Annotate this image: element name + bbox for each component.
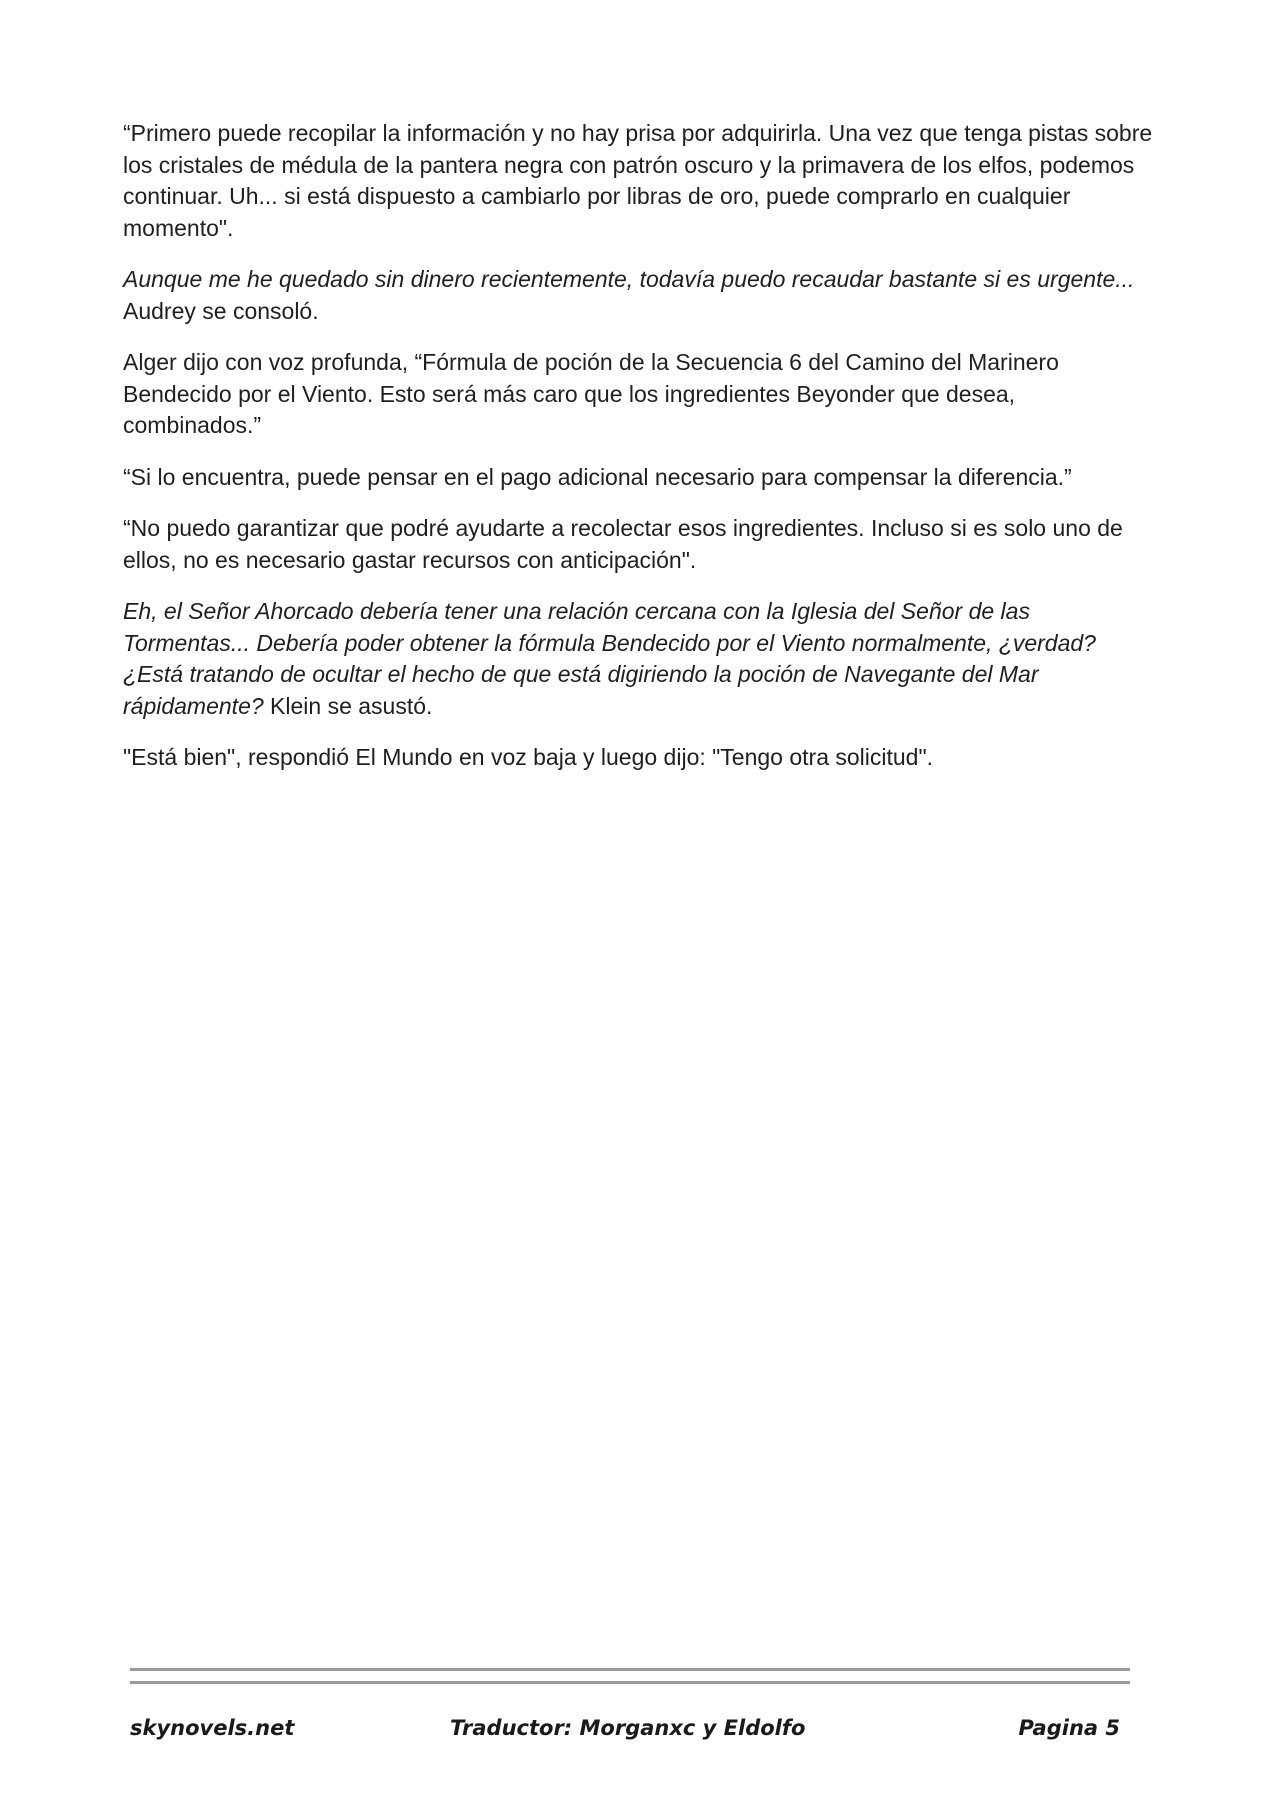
footer-divider [130,1668,1130,1684]
paragraph-6 [123,596,1153,722]
paragraph-4-text: “Si lo encuentra, puede pensar en el pago adicional necesario para compensar la diferencia.” [123,463,1072,490]
paragraph-3-text: Alger dijo con voz profunda, “Fórmula de poción de la Secuencia 6 del Camino del Marinero Bendecido por el Viento. Esto será más caro que los ingredientes Beyonder que desea, combinados.” [123,349,1059,438]
paragraph-1-text: “Primero puede recopilar la información y no hay prisa por adquirirla. Una vez que tenga pistas sobre los cristales de médula de la pantera negra con patrón oscuro y la primavera de los elfos, podemos continuar. Uh... si está dispuesto a cambiarlo por libras de oro, puede comprarlo en cualquier momento". [123,120,1153,241]
paragraph-4 [123,462,1153,494]
page-footer [130,1716,1120,1750]
paragraph-7-text: "Está bien", respondió El Mundo en voz baja y luego dijo: "Tengo otra solicitud". [123,744,934,770]
paragraph-7 [123,742,1153,774]
paragraph-5 [123,513,1153,576]
paragraph-2-italic: Aunque me he quedado sin dinero recientemente, todavía puedo recaudar bastante si es urgente... [123,266,1135,292]
footer-page-number: Pagina 5 [1018,1716,1120,1740]
paragraph-5-text: “No puedo garantizar que podré ayudarte a recolectar esos ingredientes. Incluso si es solo uno de ellos, no es necesario gastar recursos con anticipación". [123,515,1123,573]
paragraph-6-text: Klein se asustó. [263,692,433,719]
paragraph-1 [123,118,1153,244]
paragraph-2 [123,264,1153,327]
paragraph-2-text: Audrey se consoló. [123,297,319,324]
document-body [123,118,1153,794]
footer-rule-bottom [130,1681,1130,1684]
footer-translator: Traductor: Morganxc y Eldolfo [450,1716,806,1740]
paragraph-3 [123,347,1153,442]
footer-site: skynovels.net [130,1716,295,1740]
footer-rule-top [130,1668,1130,1671]
paragraph-6-italic: Eh, el Señor Ahorcado debería tener una relación cercana con la Iglesia del Señor de las Tormentas... Debería poder obtener la fórmula Bendecido por el Viento normalmente, ¿verdad? ¿Está tratando de ocultar el hecho de que está digiriendo la poción de Navegante del Mar rápidamente? [123,598,1096,719]
